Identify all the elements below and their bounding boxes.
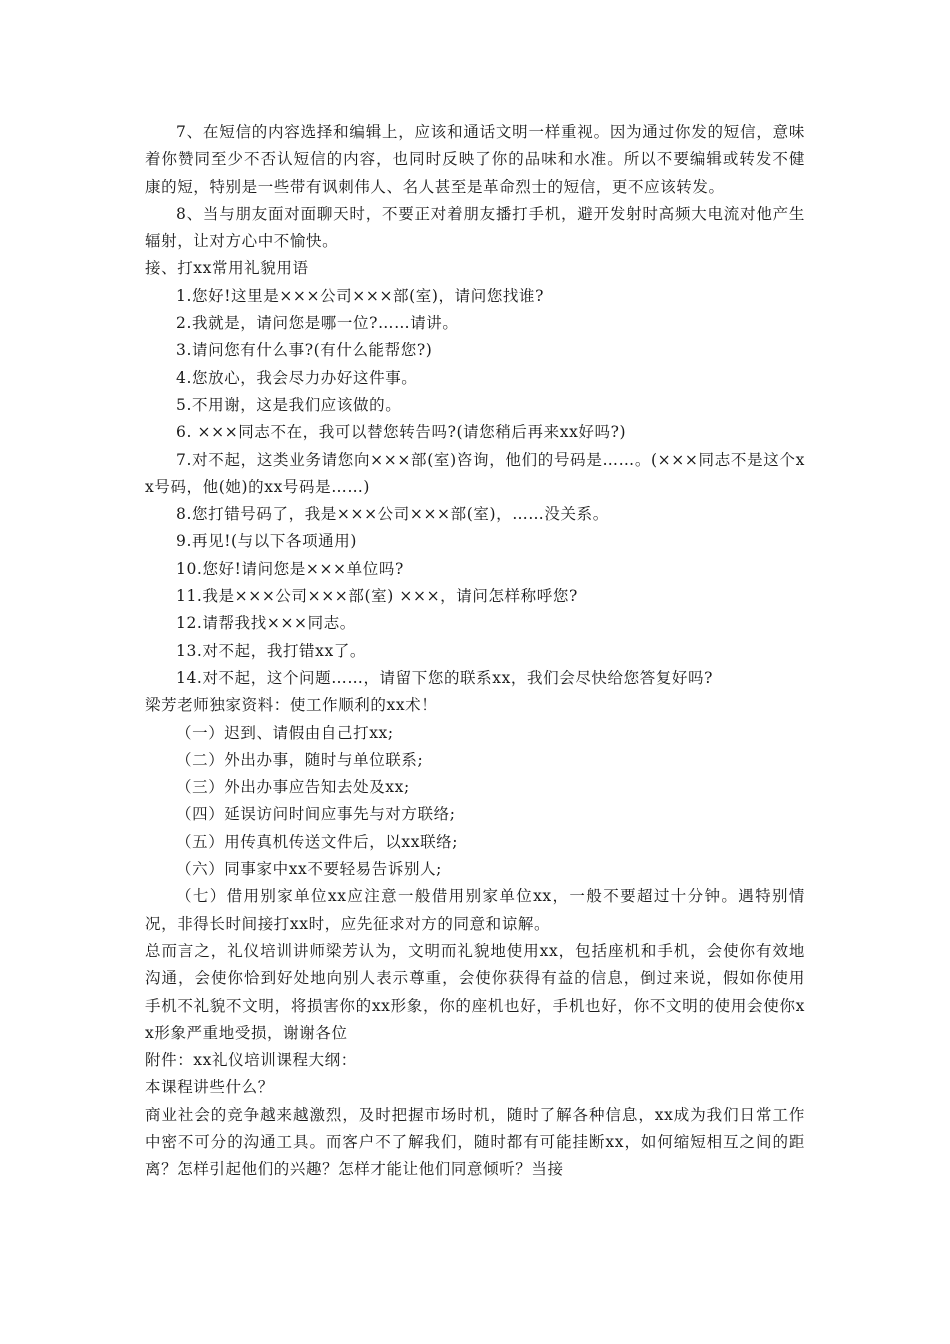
list-item: 8.您打错号码了，我是×××公司×××部(室)，……没关系。 bbox=[176, 505, 609, 524]
list-item: 5.不用谢，这是我们应该做的。 bbox=[176, 395, 402, 414]
list-item: （四）延误访问时间应事先与对方联络; bbox=[176, 805, 456, 824]
list-item: 3.请问您有什么事?(有什么能帮您?) bbox=[176, 341, 433, 360]
section-heading-appendix: 附件：xx礼仪培训课程大纲： bbox=[145, 1051, 357, 1070]
list-item: 10.您好!请问您是×××单位吗? bbox=[176, 559, 404, 578]
list-item: （二）外出办事，随时与单位联系; bbox=[176, 750, 424, 769]
list-item: 4.您放心，我会尽力办好这件事。 bbox=[176, 368, 418, 387]
section-heading-tips: 梁芳老师独家资料：使工作顺利的xx术！ bbox=[145, 696, 438, 715]
list-item: （六）同事家中xx不要轻易告诉别人; bbox=[176, 860, 443, 879]
list-item: 12.请帮我找×××同志。 bbox=[176, 614, 356, 633]
list-item: 6. ×××同志不在，我可以替您转告吗?(请您稍后再来xx好吗?) bbox=[176, 423, 627, 442]
list-item: 9.再见!(与以下各项通用) bbox=[176, 532, 358, 551]
list-item: 7.对不起，这类业务请您向×××部(室)咨询，他们的号码是……。(×××同志不是这个xx号码，他(她)的xx号码是……) bbox=[145, 450, 805, 496]
section-heading-course: 本课程讲些什么？ bbox=[145, 1078, 274, 1097]
list-item: （七）借用别家单位xx应注意一般借用别家单位xx，一般不要超过十分钟。遇特别情况，非得长时间接打xx时，应先征求对方的同意和谅解。 bbox=[145, 887, 805, 933]
list-item: 1.您好!这里是×××公司×××部(室)，请问您找谁? bbox=[176, 286, 545, 305]
paragraph-face-to-face: 8、当与朋友面对面聊天时，不要正对着朋友播打手机，避开发射时高频大电流对他产生辐射，让对方心中不愉快。 bbox=[145, 204, 805, 251]
list-item: 14.对不起，这个问题……，请留下您的联系xx，我们会尽快给您答复好吗? bbox=[176, 668, 714, 687]
paragraph-sms-content: 7、在短信的内容选择和编辑上，应该和通话文明一样重视。因为通过你发的短信，意味着你赞同至少不否认短信的内容，也同时反映了你的品味和水准。所以不要编辑或转发不健康的短，特别是一些带有讽刺伟人、名人甚至是革命烈士的短信，更不应该转发。 bbox=[145, 123, 805, 196]
list-item: （五）用传真机传送文件后，以xx联络; bbox=[176, 832, 459, 851]
paragraph-course-intro: 商业社会的竞争越来越激烈，及时把握市场时机，随时了解各种信息，xx成为我们日常工作中密不可分的沟通工具。而客户不了解我们，随时都有可能挂断xx，如何缩短相互之间的距离？怎样引起他们的兴趣？怎样才能让他们同意倾听？当接 bbox=[145, 1105, 805, 1179]
list-item: （一）迟到、请假由自己打xx; bbox=[176, 723, 394, 742]
list-item: 13.对不起，我打错xx了。 bbox=[176, 641, 367, 660]
paragraph-summary: 总而言之，礼仪培训讲师梁芳认为，文明而礼貌地使用xx，包括座机和手机，会使你有效地沟通，会使你恰到好处地向别人表示尊重，会使你获得有益的信息，倒过来说，假如你使用手机不礼貌不文明，将损害你的xx形象，你的座机也好，手机也好，你不文明的使用会使你xx形象严重地受损，谢谢各位 bbox=[145, 941, 805, 1042]
list-item: 11.我是×××公司×××部(室) ×××，请问怎样称呼您? bbox=[176, 587, 578, 606]
document-body bbox=[145, 119, 805, 1184]
list-item: 2.我就是，请问您是哪一位?……请讲。 bbox=[176, 314, 459, 333]
section-heading-phrases: 接、打xx常用礼貌用语 bbox=[145, 259, 309, 278]
list-item: （三）外出办事应告知去处及xx; bbox=[176, 778, 410, 797]
